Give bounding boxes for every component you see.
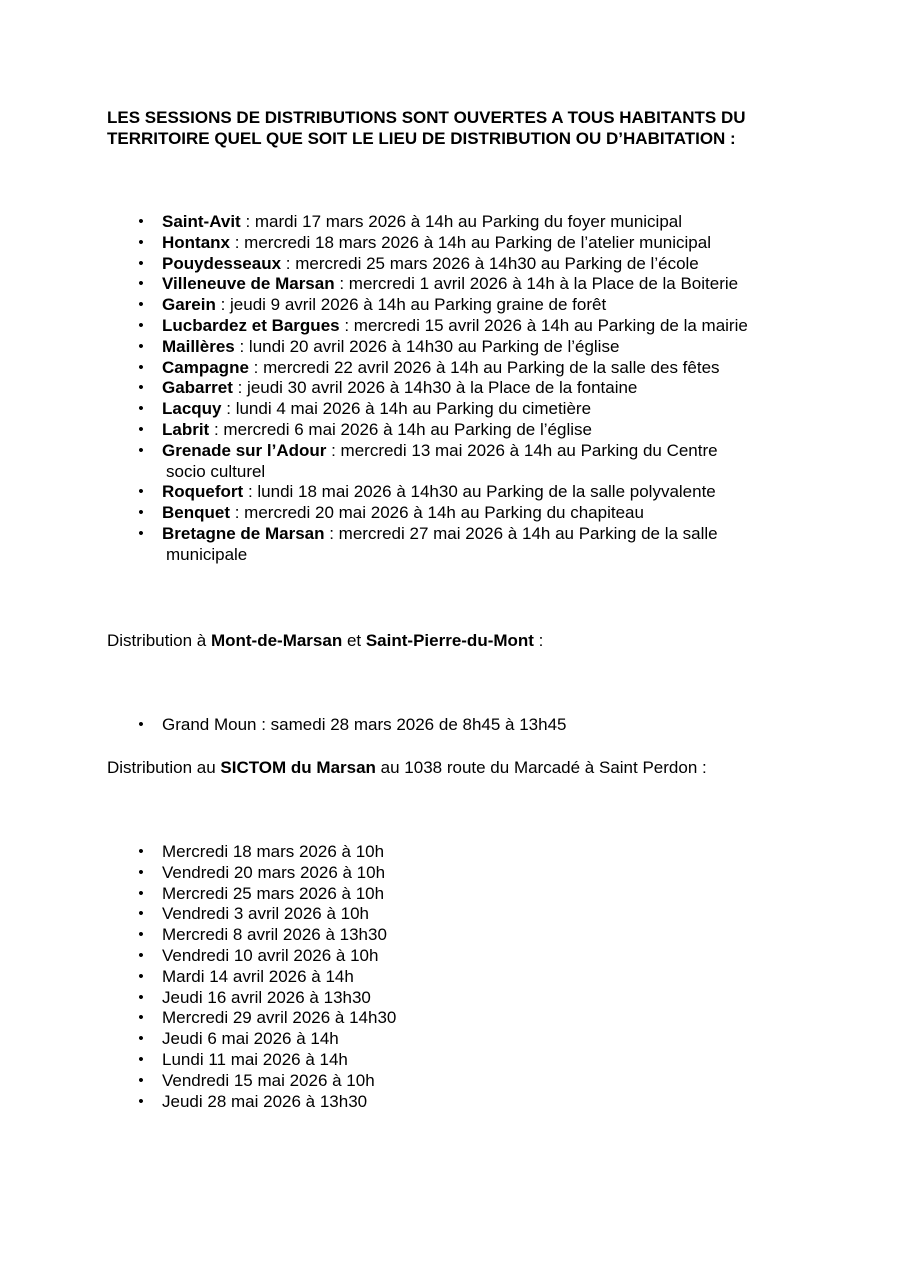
commune-details: : mercredi 1 avril 2026 à 14h à la Place de la Boiterie [334,274,739,294]
list-item [138,357,802,379]
date-item: Mercredi 8 avril 2026 à 13h30 [162,925,387,945]
sictom-section-title [107,758,807,779]
commune-name: Campagne [162,357,249,377]
bullet-icon: • [138,843,144,860]
grand-moun-item: Grand Moun : samedi 28 mars 2026 de 8h45 à 13h45 [162,715,567,734]
list-item [138,440,802,483]
list-item [138,232,802,254]
section-suffix: au 1038 route du Marcadé à Saint Perdon : [375,758,707,777]
commune-details: : mercredi 22 avril 2026 à 14h au Parking de la salle des fêtes [248,357,720,377]
bullet-icon: • [138,1071,144,1089]
commune-details: : mercredi 18 mars 2026 à 14h au Parking de l’atelier municipal [230,232,711,252]
commune-name: Garein [162,295,216,315]
list-item [138,1049,802,1071]
list-item [138,482,802,503]
commune-details: : lundi 18 mai 2026 à 14h30 au Parking de la salle polyvalente [243,482,716,502]
bullet-icon: • [138,504,144,522]
bullet-icon: • [138,296,144,314]
bullet-icon: • [138,233,144,251]
list-item [138,378,802,399]
commune-name: Benquet [162,503,230,523]
list-item [138,399,802,420]
commune-name: Roquefort [162,482,244,502]
commune-details-continued: municipale [166,544,248,564]
list-item [138,715,802,736]
list-item [138,212,802,233]
section-suffix: : [533,631,544,650]
list-item [138,945,802,967]
commune-distribution-list [138,212,802,566]
date-item: Vendredi 3 avril 2026 à 10h [162,904,369,924]
bullet-icon: • [138,905,144,923]
commune-details: : mercredi 27 mai 2026 à 14h au Parking de la salle [324,523,718,543]
commune-details: : jeudi 30 avril 2026 à 14h30 à la Place de la fontaine [232,378,638,398]
commune-name: Pouydesseaux [162,253,282,273]
list-item [138,925,802,946]
bullet-icon: • [138,1050,144,1068]
bullet-icon: • [138,1030,144,1048]
commune-name: Maillères [162,336,235,356]
section-prefix: Distribution à [107,631,211,650]
commune-name: Gabarret [162,378,233,398]
list-item [138,987,802,1009]
list-item [138,883,802,905]
bullet-icon: • [138,254,144,272]
bullet-icon: • [138,441,144,459]
commune-details: : mercredi 6 mai 2026 à 14h au Parking de l’église [209,419,592,439]
date-item: Jeudi 28 mai 2026 à 13h30 [162,1091,368,1111]
list-item [138,1029,802,1050]
commune-name: Villeneuve de Marsan [162,274,335,294]
list-item [138,1091,802,1113]
bullet-icon: • [138,926,144,944]
bullet-icon: • [138,1092,144,1110]
date-item: Mercredi 29 avril 2026 à 14h30 [162,1008,397,1028]
bullet-icon: • [138,358,144,376]
bullet-icon: • [138,483,144,501]
list-item [138,336,802,358]
list-item [138,419,802,441]
commune-name: Labrit [162,419,210,439]
date-item: Mercredi 25 mars 2026 à 10h [162,883,385,903]
place-name: Mont-de-Marsan [210,631,343,650]
bullet-icon: • [138,716,144,733]
commune-name: Bretagne de Marsan [162,523,325,543]
list-item [138,904,802,925]
bullet-icon: • [138,524,144,542]
place-name: Saint-Pierre-du-Mont [365,631,534,650]
list-item [138,966,802,988]
heading-line-1: LES SESSIONS DE DISTRIBUTIONS SONT OUVERTES A TOUS HABITANTS DU [107,108,746,127]
commune-details: : mardi 17 mars 2026 à 14h au Parking du foyer municipal [240,212,683,231]
bullet-icon: • [138,275,144,293]
page-heading [107,107,807,149]
commune-details: : mercredi 15 avril 2026 à 14h au Parking de la mairie [339,315,748,335]
bullet-icon: • [138,967,144,985]
list-item [138,253,802,275]
montdemarsan-section-title [107,631,807,652]
date-item: Vendredi 20 mars 2026 à 10h [162,862,386,882]
list-item [138,315,802,337]
commune-name: Hontanx [162,232,230,252]
bullet-icon: • [138,316,144,334]
date-item: Jeudi 6 mai 2026 à 14h [162,1029,339,1049]
date-item: Vendredi 10 avril 2026 à 10h [162,945,379,965]
bullet-icon: • [138,988,144,1006]
section-connector: et [342,631,366,650]
list-item [138,274,802,295]
bullet-icon: • [138,1009,144,1027]
bullet-icon: • [138,946,144,964]
date-item: Mercredi 18 mars 2026 à 10h [162,842,385,861]
commune-details: : mercredi 13 mai 2026 à 14h au Parking du Centre [326,440,718,460]
bullet-icon: • [138,884,144,902]
montdemarsan-distribution-list [138,715,802,736]
sictom-name: SICTOM du Marsan [220,758,376,777]
commune-name: Saint-Avit [162,212,241,231]
list-item [138,1070,802,1092]
list-item [138,862,802,884]
commune-details: : lundi 4 mai 2026 à 14h au Parking du cimetière [221,399,592,419]
bullet-icon: • [138,379,144,397]
commune-details: : lundi 20 avril 2026 à 14h30 au Parking de l’église [234,336,620,356]
date-item: Mardi 14 avril 2026 à 14h [162,966,354,986]
bullet-icon: • [138,337,144,355]
bullet-icon: • [138,213,144,230]
commune-details: : jeudi 9 avril 2026 à 14h au Parking graine de forêt [215,295,607,315]
bullet-icon: • [138,420,144,438]
date-item: Jeudi 16 avril 2026 à 13h30 [162,987,371,1007]
list-item [138,503,802,524]
list-item [138,842,802,863]
bullet-icon: • [138,400,144,418]
commune-name: Lacquy [162,399,222,419]
commune-name: Grenade sur l’Adour [162,440,327,460]
commune-details: : mercredi 20 mai 2026 à 14h au Parking du chapiteau [230,503,644,523]
sictom-dates-list [138,842,802,1112]
commune-details-continued: socio culturel [166,461,266,481]
date-item: Lundi 11 mai 2026 à 14h [162,1049,348,1069]
heading-line-2: TERRITOIRE QUEL QUE SOIT LE LIEU DE DISTRIBUTION OU D’HABITATION : [107,129,736,148]
section-prefix: Distribution au [107,758,221,777]
date-item: Vendredi 15 mai 2026 à 10h [162,1070,375,1090]
list-item [138,523,802,566]
list-item [138,295,802,316]
commune-details: : mercredi 25 mars 2026 à 14h30 au Parking de l’école [281,253,699,273]
commune-name: Lucbardez et Bargues [162,315,340,335]
list-item [138,1008,802,1029]
bullet-icon: • [138,863,144,881]
